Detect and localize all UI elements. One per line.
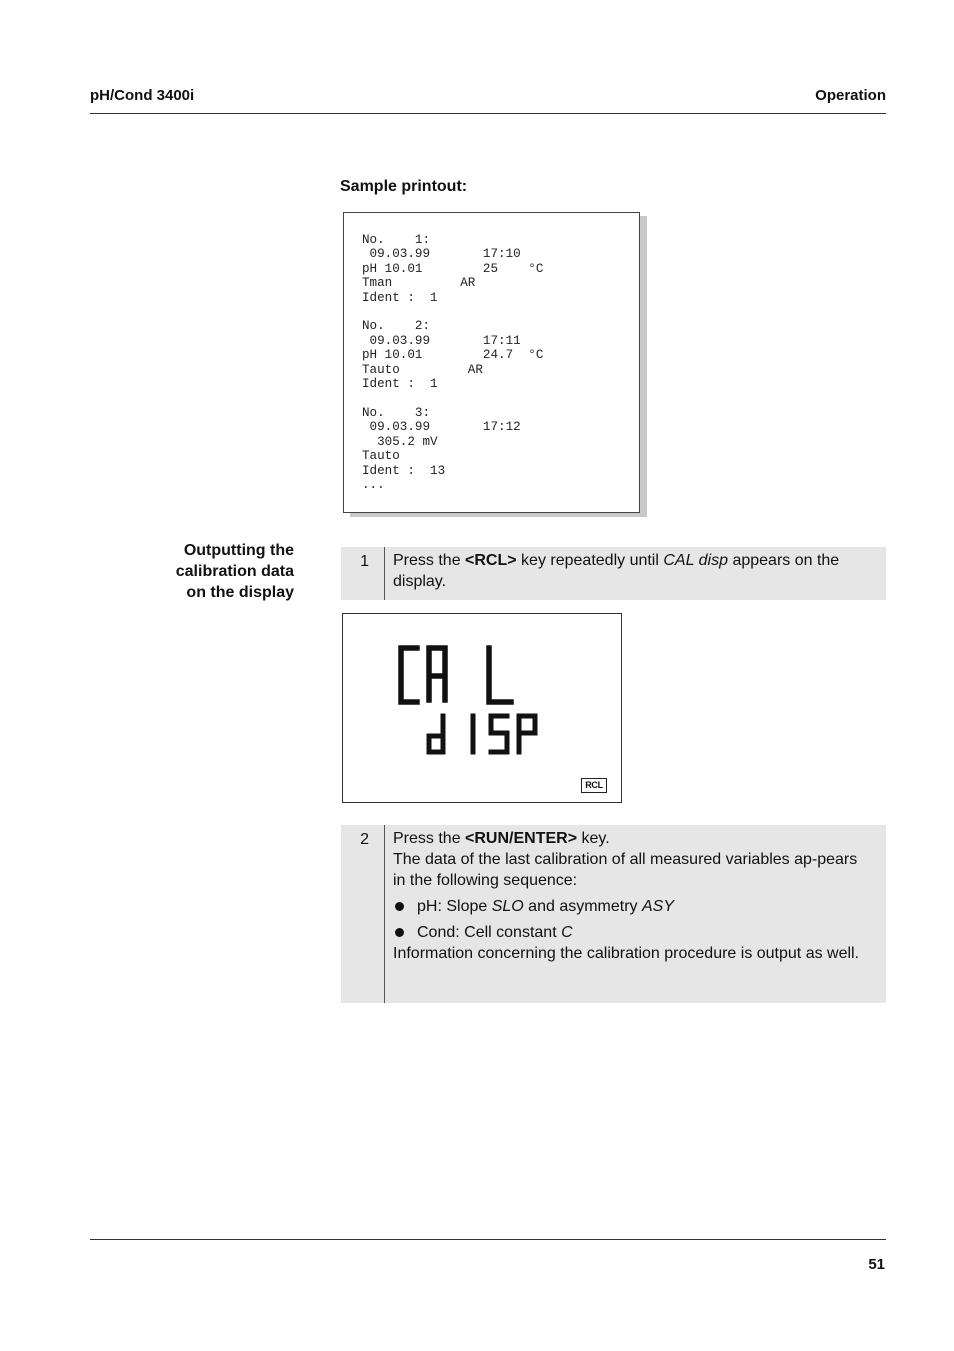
side-heading-line: calibration data — [175, 563, 294, 580]
step-number-cell — [341, 825, 385, 1003]
text-run: appears on the display. — [393, 552, 840, 590]
header-section-name: Operation — [815, 87, 886, 104]
step-1 — [341, 547, 886, 600]
step-2 — [341, 825, 886, 1003]
text-run: Press the — [393, 552, 466, 569]
bullet-dot-icon — [395, 902, 404, 911]
bullet-item — [393, 922, 872, 943]
header-document-title: pH/Cond 3400i — [90, 87, 195, 104]
text-run: key. — [577, 830, 610, 847]
footer-rule — [90, 1239, 886, 1240]
side-heading — [74, 540, 294, 603]
header-rule — [90, 113, 886, 114]
lcd-line-2 — [429, 716, 535, 752]
side-heading-line: on the display — [186, 584, 294, 601]
step-number: 2 — [360, 831, 369, 848]
step-number-cell — [341, 547, 385, 600]
sample-printout-heading: Sample printout: — [340, 178, 468, 195]
side-heading-line: Outputting the — [183, 542, 294, 559]
text-run: Press the — [393, 830, 466, 847]
bullet-text — [417, 922, 573, 943]
lcd-line-1 — [401, 648, 511, 702]
bullet-text — [417, 896, 674, 917]
step-2-line-2: The data of the last calibration of all measured variables ap-pears in the following sequence: — [393, 851, 858, 889]
display-term: CAL disp — [663, 552, 728, 569]
display-term: SLO — [491, 898, 524, 915]
step-2-info: Information concerning the calibration procedure is output as well. — [393, 945, 860, 962]
step-number: 1 — [360, 553, 369, 570]
bullet-item — [393, 896, 872, 917]
rcl-indicator: RCL — [581, 778, 607, 793]
text-run: and asymmetry — [523, 898, 642, 915]
step-2-line-1 — [393, 828, 872, 849]
lcd-display — [342, 613, 622, 803]
sample-printout-box — [343, 212, 640, 513]
text-run: key repeatedly until — [516, 552, 664, 569]
bullet-dot-icon — [395, 928, 404, 937]
page-number: 51 — [868, 1256, 885, 1273]
display-term: ASY — [642, 898, 675, 915]
text-run: Cond: Cell constant — [417, 924, 562, 941]
display-term: C — [561, 924, 573, 941]
printout-text: No. 1: 09.03.99 17:10 pH 10.01 25 °C Tman AR Ident : 1 No. 2: 09.03.99 17:11 pH 10.01 24.7 °C Tauto AR Ident : 1 No. 3: 09.03.99 17:12 305.2 mV Tauto Ident : 13 ... — [362, 233, 544, 492]
text-run: pH: Slope — [417, 898, 492, 915]
step-1-text — [393, 547, 886, 599]
lcd-segment-text — [343, 614, 621, 802]
step-2-text — [393, 825, 886, 971]
key-name: <RCL> — [465, 552, 517, 569]
key-name: <RUN/ENTER> — [465, 830, 578, 847]
